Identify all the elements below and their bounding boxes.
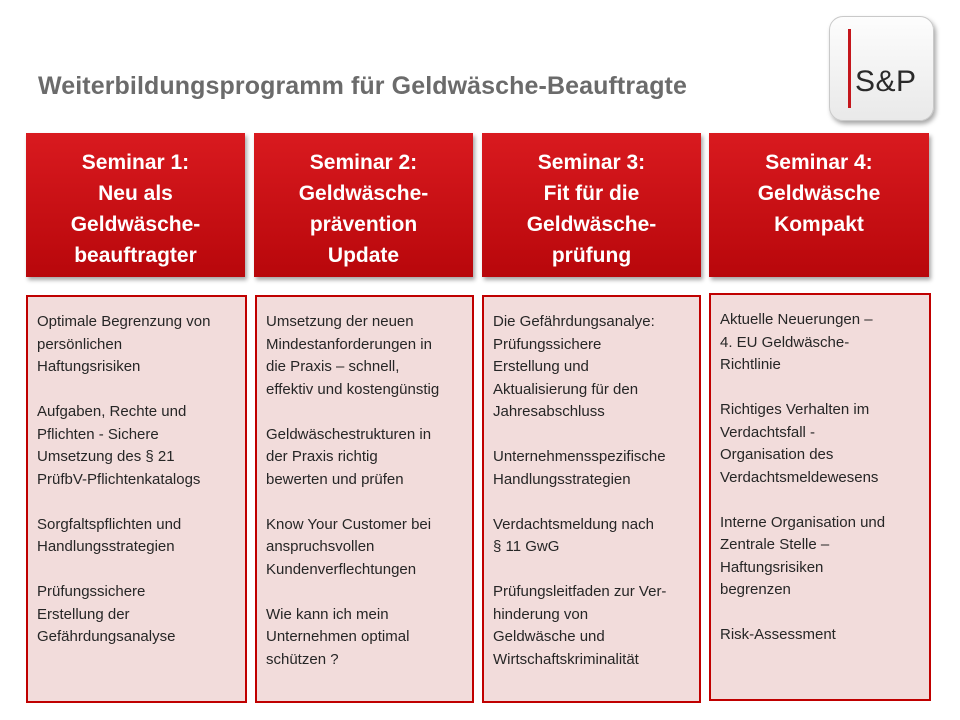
seminar-3-header [482, 133, 701, 277]
topic-line: Jahresabschluss [493, 403, 605, 420]
topic-line: Die Gefährdungsanalye: [493, 313, 655, 330]
page-title: Weiterbildungsprogramm für Geldwäsche-Beauftragte [38, 72, 687, 100]
topic-item [37, 311, 245, 379]
topic-line: Verdachtsmeldewesens [720, 468, 879, 486]
topic-item [37, 581, 245, 649]
topic-line: persönlichen [37, 335, 123, 353]
seminar-header-line: Kompakt [774, 213, 864, 236]
topic-line: Aktuelle Neuerungen – [720, 311, 873, 328]
seminar-1-topics [26, 295, 247, 703]
topic-item [720, 399, 929, 489]
topic-line: Erstellung und [493, 358, 589, 375]
seminar-header-line: Geldwäsche- [70, 213, 201, 236]
topic-line: effektiv und kostengünstig [266, 380, 440, 398]
topic-item [720, 624, 929, 647]
seminar-header-line: Geldwäsche- [298, 182, 429, 205]
company-logo [829, 16, 934, 121]
topic-item [266, 604, 472, 672]
topic-item [720, 309, 929, 377]
topic-item [493, 446, 699, 491]
seminar-4-header [709, 133, 929, 277]
topic-line: hinderung von [493, 605, 589, 623]
seminar-header-line: Geldwäsche- [526, 213, 657, 236]
seminar-header-line: Seminar 3: [537, 151, 646, 174]
topic-line: Prüfungssichere [493, 335, 602, 353]
topic-line: Mindestanforderungen in [266, 335, 432, 353]
topic-item [493, 581, 699, 671]
topic-item [37, 514, 245, 559]
topic-line: § 11 GwG [493, 538, 560, 555]
topic-line: PrüfbV-Pflichtenkatalogs [37, 470, 201, 488]
topic-item [493, 514, 699, 559]
topic-line: Zentrale Stelle – [720, 536, 830, 553]
topic-line: Prüfungssichere [37, 583, 146, 600]
topic-line: Wirtschaftskriminalität [493, 650, 639, 668]
seminar-4-topics [709, 293, 931, 701]
topic-line: anspruchsvollen [266, 538, 375, 555]
topic-line: Verdachtsmeldung nach [493, 515, 654, 533]
topic-line: 4. EU Geldwäsche- [720, 333, 850, 351]
topic-line: Umsetzung des § 21 [37, 448, 175, 465]
logo-text: S&P [855, 65, 917, 98]
seminar-1-header [26, 133, 245, 277]
topic-line: Haftungsrisiken [720, 558, 824, 576]
topic-line: Geldwäschestrukturen in [266, 425, 432, 443]
seminar-header-line: Neu als [98, 182, 173, 205]
seminar-header-line: Seminar 1: [81, 151, 190, 174]
topic-line: Risk-Assessment [720, 626, 836, 643]
topic-line: die Praxis – schnell, [266, 358, 400, 375]
seminar-2-header [254, 133, 473, 277]
seminar-header-line: Seminar 4: [765, 151, 873, 174]
topic-line: Haftungsrisiken [37, 358, 141, 375]
topic-line: begrenzen [720, 581, 791, 598]
topic-line: Pflichten - Sichere [37, 425, 159, 443]
topic-item [37, 401, 245, 491]
topic-line: Aktualisierung für den [493, 380, 639, 398]
topic-line: Kundenverflechtungen [266, 560, 417, 578]
topic-line: Handlungsstrategien [493, 470, 631, 488]
seminar-2-topics [255, 295, 474, 703]
topic-line: Aufgaben, Rechte und [37, 403, 187, 420]
topic-line: Verdachtsfall - [720, 423, 816, 441]
seminar-header-line: Update [327, 244, 400, 267]
topic-line: schützen ? [266, 650, 339, 668]
seminar-3-topics [482, 295, 701, 703]
topic-item [720, 512, 929, 602]
topic-item [266, 311, 472, 401]
topic-line: Unternehmen optimal [266, 628, 410, 645]
seminar-header-line: Fit für die [543, 182, 640, 205]
topic-line: Sorgfaltspflichten und [37, 515, 182, 533]
logo-accent-bar [848, 29, 851, 108]
seminar-header-line: Geldwäsche [757, 182, 881, 205]
topic-line: Organisation des [720, 446, 834, 463]
topic-line: Prüfungsleitfaden zur Ver- [493, 583, 667, 600]
seminar-header-line: prävention [309, 213, 418, 236]
topic-line: Richtiges Verhalten im [720, 401, 870, 418]
topic-line: Gefährdungsanalyse [37, 628, 176, 645]
topic-line: Richtlinie [720, 356, 781, 373]
topic-item [493, 311, 699, 424]
topic-item [266, 424, 472, 492]
topic-line: Wie kann ich mein [266, 605, 389, 623]
topic-line: Unternehmensspezifische [493, 448, 666, 465]
topic-line: Know Your Customer bei [266, 515, 432, 533]
topic-line: Geldwäsche und [493, 628, 605, 645]
seminar-header-line: beauftragter [74, 244, 197, 267]
topic-line: Umsetzung der neuen [266, 313, 414, 330]
topic-line: Optimale Begrenzung von [37, 313, 211, 330]
topic-line: Erstellung der [37, 605, 130, 623]
topic-item [266, 514, 472, 582]
seminar-header-line: Seminar 2: [309, 151, 418, 174]
seminar-header-line: prüfung [551, 244, 632, 267]
topic-line: Interne Organisation und [720, 513, 886, 531]
topic-line: Handlungsstrategien [37, 538, 175, 555]
topic-line: bewerten und prüfen [266, 470, 404, 488]
topic-line: der Praxis richtig [266, 448, 378, 465]
